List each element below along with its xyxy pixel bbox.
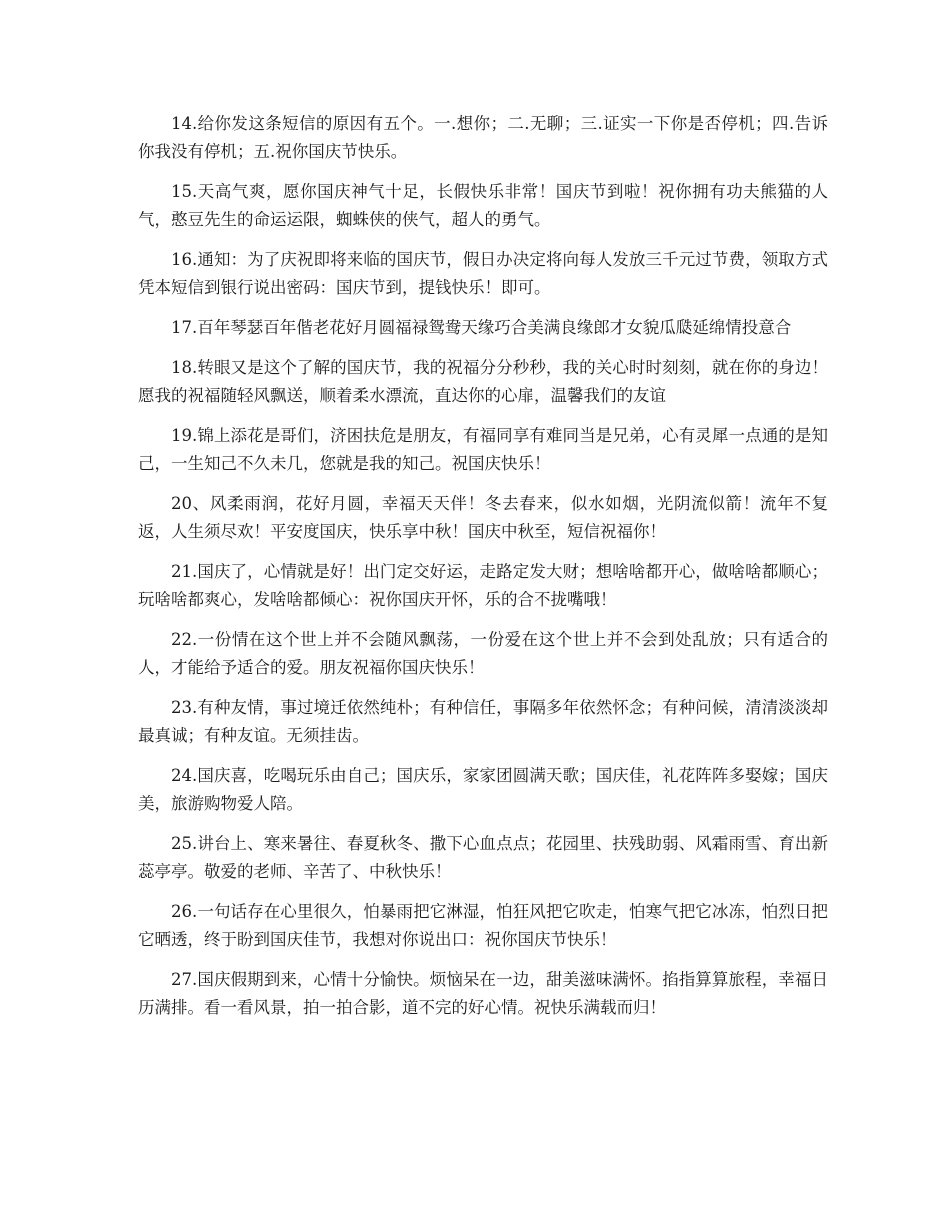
paragraph-20: 20、风柔雨润，花好月圆，幸福天天伴！冬去春来，似水如烟，光阴流似箭！流年不复返，人生须尽欢！平安度国庆，快乐享中秋！国庆中秋至，短信祝福你！ [138, 494, 828, 541]
paragraph-27: 27.国庆假期到来，心情十分愉快。烦恼呆在一边，甜美滋味满怀。掐指算算旅程，幸福日历满排。看一看风景，拍一拍合影，道不完的好心情。祝快乐满载而归！ [138, 970, 828, 1017]
paragraph-21: 21.国庆了，心情就是好！出门定交好运，走路定发大财；想啥啥都开心，做啥啥都顺心；玩啥啥都爽心，发啥啥都倾心：祝你国庆开怀，乐的合不拢嘴哦！ [138, 562, 828, 609]
paragraph-17: 17.百年琴瑟百年偕老花好月圆福禄鸳鸯天缘巧合美满良缘郎才女貌瓜瓞延绵情投意合 [171, 318, 792, 337]
paragraph-18: 18.转眼又是这个了解的国庆节，我的祝福分分秒秒，我的关心时时刻刻，就在你的身边！愿我的祝福随轻风飘送，顺着柔水漂流，直达你的心扉，温馨我们的友谊 [138, 358, 828, 405]
paragraph-25: 25.讲台上、寒来暑往、春夏秋冬、撒下心血点点；花园里、扶残助弱、风霜雨雪、育出新蕊亭亭。敬爱的老师、辛苦了、中秋快乐！ [138, 834, 828, 881]
paragraph-26: 26.一句话存在心里很久，怕暴雨把它淋湿，怕狂风把它吹走，怕寒气把它冰冻，怕烈日把它晒透，终于盼到国庆佳节，我想对你说出口：祝你国庆节快乐！ [138, 902, 828, 949]
paragraph-14: 14.给你发这条短信的原因有五个。一.想你；二.无聊；三.证实一下你是否停机；四.告诉你我没有停机；五.祝你国庆节快乐。 [138, 114, 828, 161]
paragraph-23: 23.有种友情，事过境迁依然纯朴；有种信任，事隔多年依然怀念；有种问候，清清淡淡却最真诚；有种友谊。无须挂齿。 [138, 698, 828, 745]
paragraph-16: 16.通知：为了庆祝即将来临的国庆节，假日办决定将向每人发放三千元过节费，领取方式凭本短信到银行说出密码：国庆节到，提钱快乐！即可。 [138, 250, 828, 297]
paragraph-15: 15.天高气爽，愿你国庆神气十足，长假快乐非常！国庆节到啦！祝你拥有功夫熊猫的人气，憨豆先生的命运运限，蜘蛛侠的侠气，超人的勇气。 [138, 182, 828, 229]
paragraph-24: 24.国庆喜，吃喝玩乐由自己；国庆乐，家家团圆满天歌；国庆佳，礼花阵阵多娶嫁；国庆美，旅游购物爱人陪。 [138, 766, 828, 813]
paragraph-19: 19.锦上添花是哥们，济困扶危是朋友，有福同享有难同当是兄弟，心有灵犀一点通的是知己，一生知己不久未几，您就是我的知己。祝国庆快乐！ [138, 426, 828, 473]
paragraph-22: 22.一份情在这个世上并不会随风飘荡，一份爱在这个世上并不会到处乱放；只有适合的人，才能给予适合的爱。朋友祝福你国庆快乐！ [138, 630, 828, 677]
document-body [138, 110, 828, 1034]
